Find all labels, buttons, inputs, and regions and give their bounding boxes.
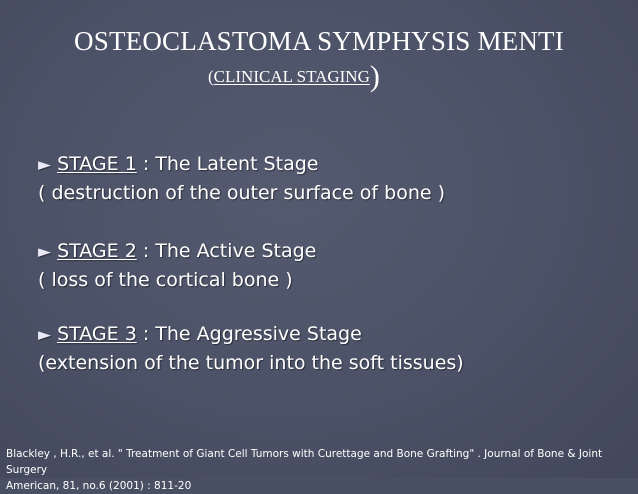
stage-2-title: : The Active Stage <box>136 240 317 262</box>
stage-2-description: ( loss of the cortical bone ) <box>38 269 293 291</box>
citation <box>6 446 636 494</box>
citation-line-2: American, 81, no.6 (2001) : 811-20 <box>6 480 192 492</box>
stage-2-heading <box>38 240 316 262</box>
stage-1-label: STAGE 1 <box>57 153 137 175</box>
subtitle-text: CLINICAL STAGING <box>213 67 370 86</box>
stage-3-heading <box>38 323 362 345</box>
slide-title: OSTEOCLASTOMA SYMPHYSIS MENTI <box>74 26 564 56</box>
subtitle-open-paren: ( <box>208 67 214 86</box>
bullet-arrow-icon: ► <box>38 325 52 345</box>
stage-1-title: : The Latent Stage <box>136 153 319 175</box>
stage-1-description: ( destruction of the outer surface of bone ) <box>38 182 445 204</box>
stage-3-description: (extension of the tumor into the soft tissues) <box>38 352 464 374</box>
bullet-arrow-icon: ► <box>38 155 52 175</box>
stage-2-label: STAGE 2 <box>57 240 137 262</box>
stage-3-label: STAGE 3 <box>57 323 137 345</box>
citation-line-1: Blackley , H.R., et al. " Treatment of Giant Cell Tumors with Curettage and Bone Grafting" . Journal of Bone & Joint Surgery <box>6 448 603 476</box>
stage-1-heading <box>38 153 318 175</box>
subtitle-close-paren: ) <box>369 60 380 93</box>
stage-3-title: : The Aggressive Stage <box>136 323 362 345</box>
bullet-arrow-icon: ► <box>38 242 52 262</box>
slide-subtitle <box>208 62 380 92</box>
